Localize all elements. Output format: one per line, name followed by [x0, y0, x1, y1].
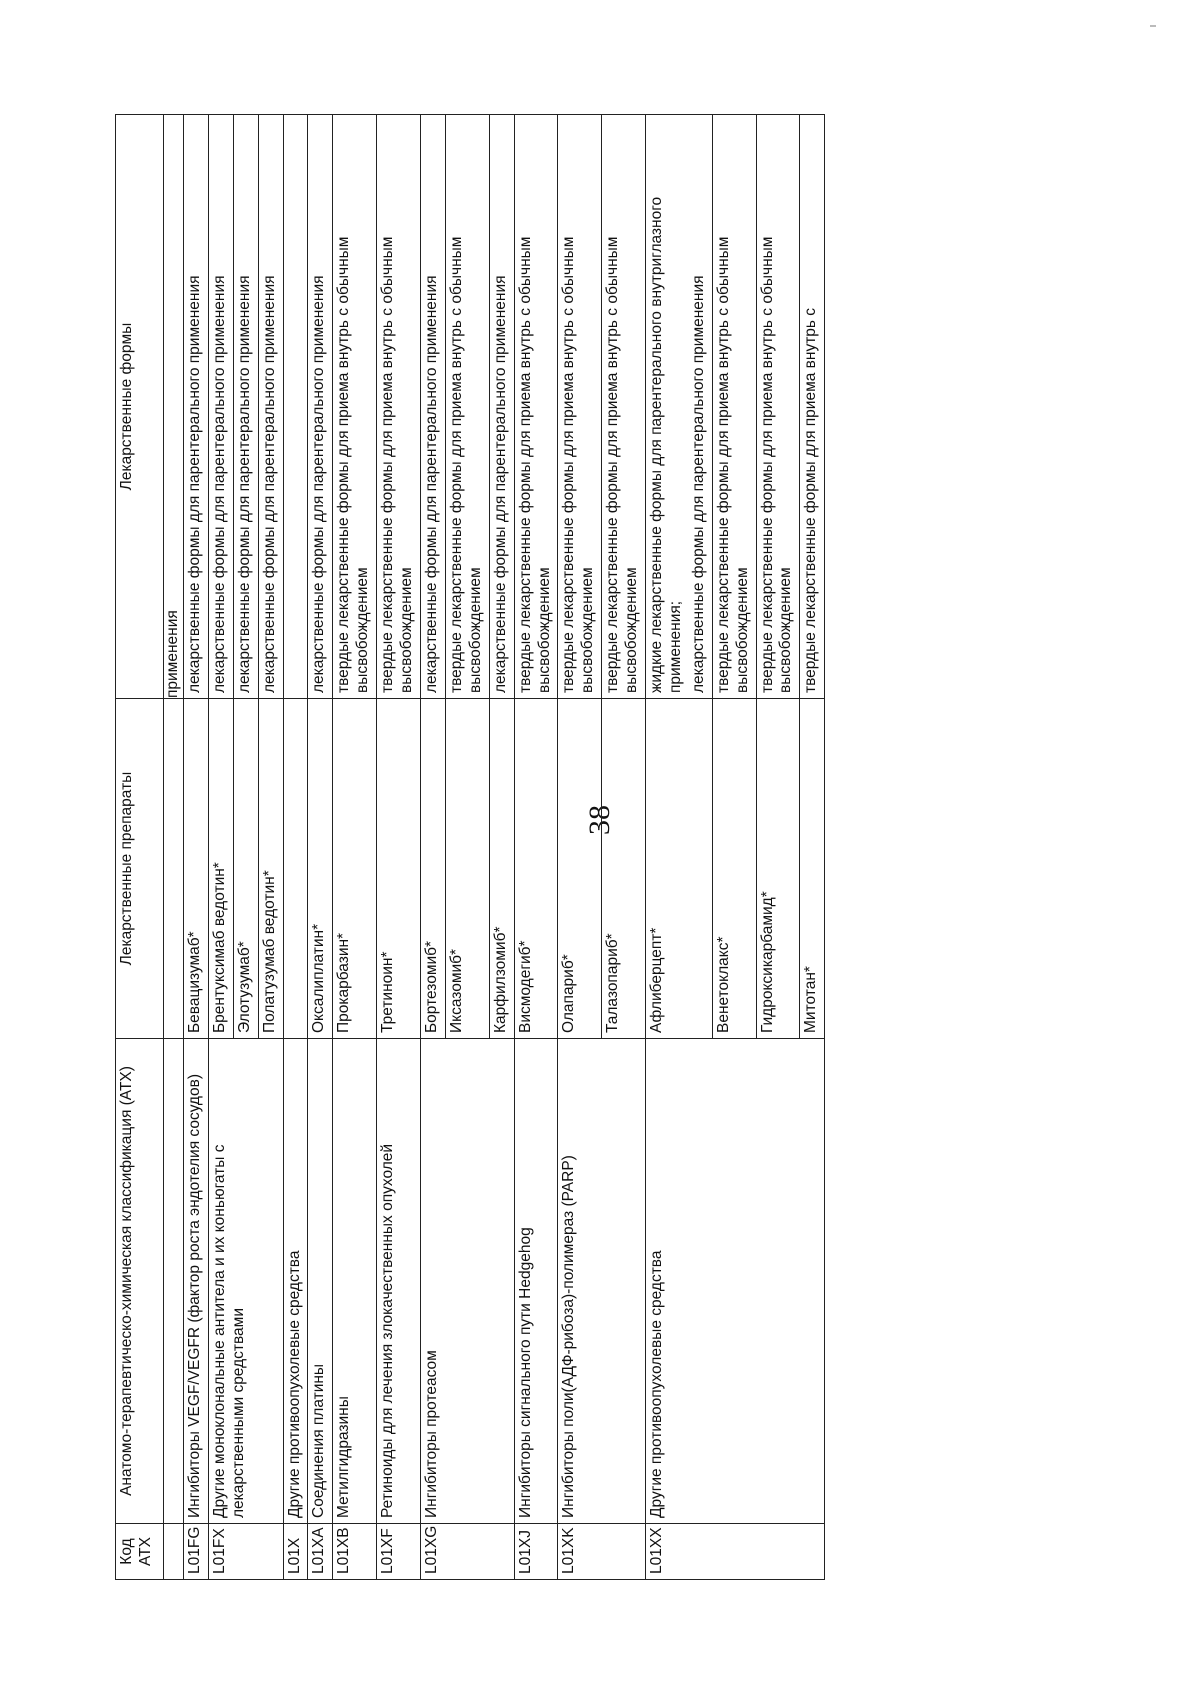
form-text-second: лекарственные формы для парентерального применения: [689, 275, 707, 693]
cell-drug: Талазопариб*: [602, 699, 646, 1039]
cell-code: L01FX: [208, 1524, 283, 1580]
cell-code: L01X: [283, 1524, 308, 1580]
cell-form: твердые лекарственные формы для приема внутрь с обычным высвобождением: [377, 115, 421, 699]
cell-code: L01XX: [646, 1524, 825, 1580]
cell-drug: Полатузумаб ведотин*: [258, 699, 283, 1039]
table-row: [646, 115, 713, 1580]
form-text: жидкие лекарственные формы для парентерального внутриглазного применения;: [648, 196, 684, 693]
cell-code: L01XJ: [514, 1524, 558, 1580]
cell-drug: Карфилзомиб*: [489, 699, 514, 1039]
cell-code: L01XB: [333, 1524, 377, 1580]
cell-drug: Третиноин*: [377, 699, 421, 1039]
cell-drug: Олапариб*: [558, 699, 602, 1039]
cell-atx: Ретиноиды для лечения злокачественных опухолей: [377, 1039, 421, 1524]
cell-form: лекарственные формы для парентерального применения: [183, 115, 208, 699]
table-row: [333, 115, 377, 1580]
cell-drug: Висмодегиб*: [514, 699, 558, 1039]
cell-form: лекарственные формы для парентерального применения: [258, 115, 283, 699]
cell-atx: Соединения платины: [308, 1039, 333, 1524]
table-container: [115, 115, 1075, 1580]
cell-drug: Митотан*: [800, 699, 825, 1039]
header-forms: Лекарственные формы: [116, 115, 164, 699]
cell-atx: Другие моноклональные антитела и их коньюгаты с лекарственными средствами: [208, 1039, 283, 1524]
cell-form: твердые лекарственные формы для приема внутрь с обычным высвобождением: [602, 115, 646, 699]
cell-form: твердые лекарственные формы для приема внутрь с: [800, 115, 825, 699]
cell-form: лекарственные формы для парентерального применения: [308, 115, 333, 699]
table-row: [208, 115, 233, 1580]
cell-drug: [283, 699, 308, 1039]
cell-form: лекарственные формы для парентерального применения: [489, 115, 514, 699]
header-atx: Анатомо-терапевтическо-химическая классификация (АТХ): [116, 1039, 164, 1524]
cell-code: L01XF: [377, 1524, 421, 1580]
cell-drug: Оксалиплатин*: [308, 699, 333, 1039]
table-header-row: [116, 115, 164, 1580]
continuation-row: [164, 115, 184, 1580]
cell-form: [283, 115, 308, 699]
cell-code: L01XA: [308, 1524, 333, 1580]
cell-form: твердые лекарственные формы для приема внутрь с обычным высвобождением: [333, 115, 377, 699]
cell-drug: Брентуксимаб ведотин*: [208, 699, 233, 1039]
page-number: 38: [583, 805, 616, 835]
cell-form: твердые лекарственные формы для приема внутрь с обычным высвобождением: [558, 115, 602, 699]
cell-atx: Ингибиторы VEGF/VEGFR (фактор роста эндотелия сосудов): [183, 1039, 208, 1524]
cell-form: твердые лекарственные формы для приема внутрь с обычным высвобождением: [712, 115, 756, 699]
cell-drug: [164, 699, 184, 1039]
cell-atx: Ингибиторы сигнального пути Hedgehog: [514, 1039, 558, 1524]
cell-form: лекарственные формы для парентерального применения: [233, 115, 258, 699]
cell-drug: Венетоклакс*: [712, 699, 756, 1039]
cell-form: твердые лекарственные формы для приема внутрь с обычным высвобождением: [514, 115, 558, 699]
cell-form: [646, 115, 713, 699]
cell-atx: [164, 1039, 184, 1524]
scan-mark: [1150, 25, 1156, 27]
cell-atx: Другие противоопухолевые средства: [283, 1039, 308, 1524]
cell-form: лекарственные формы для парентерального применения: [208, 115, 233, 699]
cell-atx: Другие противоопухолевые средства: [646, 1039, 825, 1524]
cell-atx: Ингибиторы поли(АДФ-рибоза)-полимераз (PARP): [558, 1039, 646, 1524]
header-drugs: Лекарственные препараты: [116, 699, 164, 1039]
cell-drug: Прокарбазин*: [333, 699, 377, 1039]
cell-drug: Гидроксикарбамид*: [756, 699, 800, 1039]
cell-drug: Элотузумаб*: [233, 699, 258, 1039]
table-row: [283, 115, 308, 1580]
table-row: [558, 115, 602, 1580]
cell-atx: Ингибиторы протеасом: [420, 1039, 514, 1524]
cell-code: L01XG: [420, 1524, 514, 1580]
cell-form: лекарственные формы для парентерального применения: [420, 115, 445, 699]
cell-drug: Бортезомиб*: [420, 699, 445, 1039]
atx-drug-table: [115, 114, 825, 1580]
cell-code: L01FG: [183, 1524, 208, 1580]
cell-drug: Афлиберцепт*: [646, 699, 713, 1039]
cell-drug: Иксазомиб*: [445, 699, 489, 1039]
cell-code: L01XK: [558, 1524, 646, 1580]
rotated-table-frame: [115, 115, 1075, 1580]
table-row: [514, 115, 558, 1580]
table-row: [377, 115, 421, 1580]
header-code: Код АТХ: [116, 1524, 164, 1580]
table-row: [183, 115, 208, 1580]
cell-atx: Метилгидразины: [333, 1039, 377, 1524]
cell-form: твердые лекарственные формы для приема внутрь с обычным высвобождением: [756, 115, 800, 699]
cell-form: твердые лекарственные формы для приема внутрь с обычным высвобождением: [445, 115, 489, 699]
cell-drug: Бевацизумаб*: [183, 699, 208, 1039]
cell-form: применения: [164, 115, 184, 699]
table-row: [420, 115, 445, 1580]
cell-code: [164, 1524, 184, 1580]
table-row: [308, 115, 333, 1580]
